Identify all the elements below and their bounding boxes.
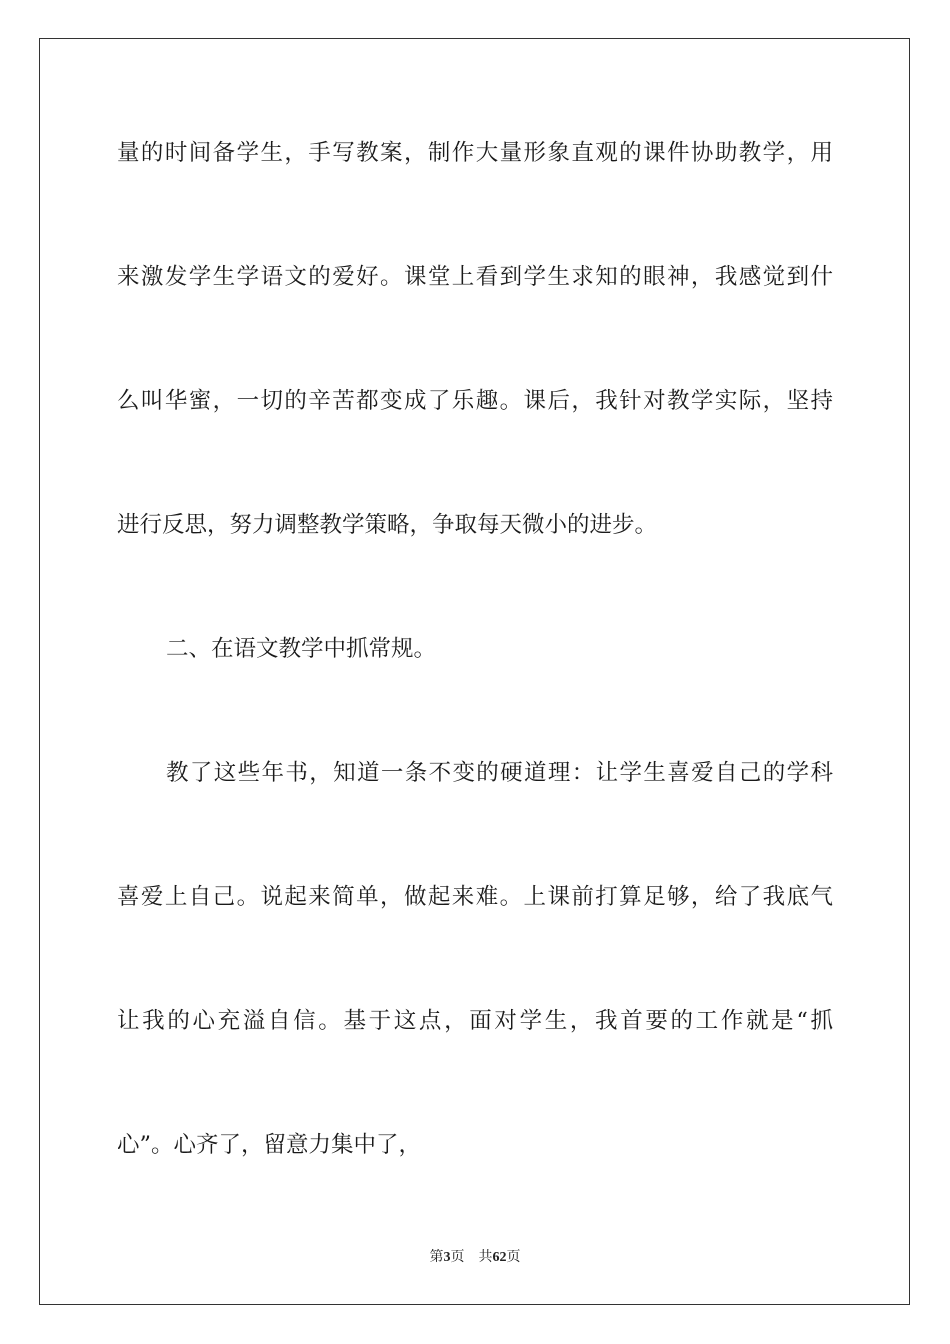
paragraph-line: 来激发学生学语文的爱好。课堂上看到学生求知的眼神，我感觉到什 [117, 264, 833, 290]
total-prefix: 共 [478, 1249, 493, 1265]
paragraph-line: 心”。心齐了，留意力集中了， [117, 1132, 422, 1158]
paragraph-line: 让我的心充溢自信。基于这点，面对学生，我首要的工作就是“抓 [117, 1008, 833, 1034]
page-border [39, 38, 910, 1305]
paragraph-line: 进行反思，努力调整教学策略，争取每天微小的进步。 [117, 512, 658, 538]
page-prefix: 第 [429, 1249, 444, 1265]
paragraph-line: 教了这些年书，知道一条不变的硬道理：让学生喜爱自己的学科 [166, 760, 833, 786]
paragraph-line: 么叫华蜜，一切的辛苦都变成了乐趣。课后，我针对教学实际，坚持 [117, 388, 833, 414]
page-number: 3 [443, 1250, 451, 1265]
total-suffix: 页 [506, 1249, 521, 1265]
section-heading: 二、在语文教学中抓常规。 [166, 636, 437, 662]
paragraph-line: 喜爱上自己。说起来简单，做起来难。上课前打算足够，给了我底气 [117, 884, 833, 910]
paragraph-line: 量的时间备学生，手写教案，制作大量形象直观的课件协助教学，用 [117, 140, 833, 166]
page-suffix: 页 [450, 1249, 465, 1265]
page-footer [0, 1247, 950, 1268]
total-pages: 62 [492, 1250, 507, 1265]
